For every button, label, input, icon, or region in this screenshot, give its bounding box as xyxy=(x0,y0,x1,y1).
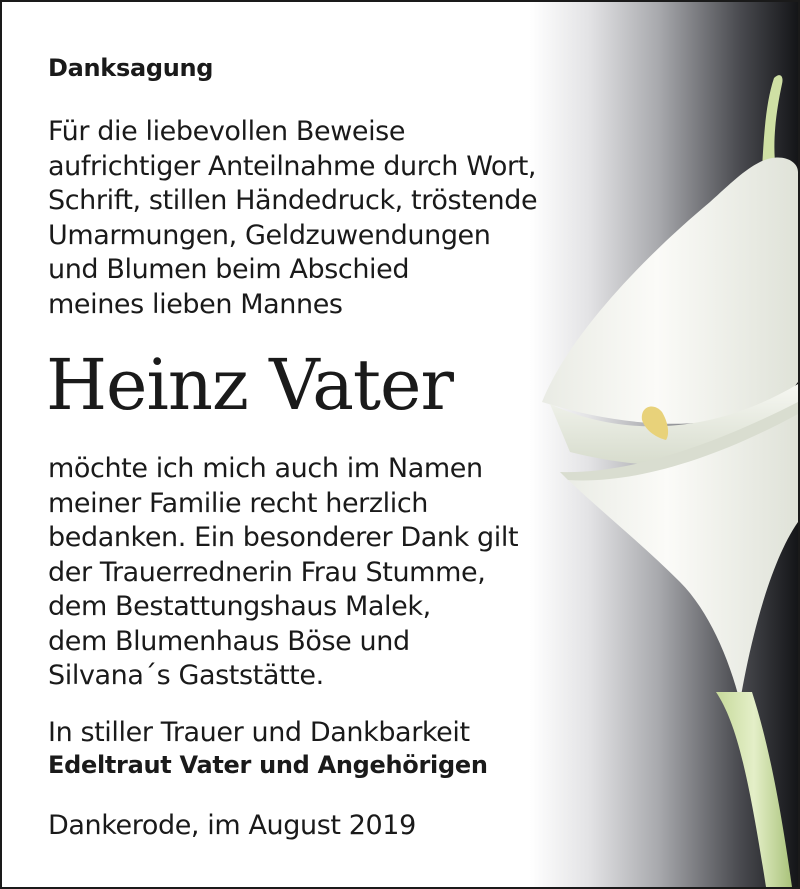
intro-line: meines lieben Mannes xyxy=(48,288,343,320)
thanks-line: möchte ich mich auch im Namen xyxy=(48,453,483,484)
signature: Edeltraut Vater und Angehörigen xyxy=(48,751,488,779)
intro-paragraph xyxy=(48,115,537,322)
thanks-line: dem Blumenhaus Böse und xyxy=(48,625,410,657)
intro-line: und Blumen beim Abschied xyxy=(48,254,410,285)
intro-line: Schrift, stillen Händedruck, tröstende xyxy=(48,185,538,216)
thanks-line: bedanken. Ein besonderer Dank gilt xyxy=(48,522,519,553)
closing-line: In stiller Trauer und Dankbarkeit xyxy=(48,717,470,748)
thanks-paragraph xyxy=(48,452,518,694)
calla-lily-icon xyxy=(530,2,798,887)
calla-lily-photo xyxy=(530,2,798,887)
notice-heading: Danksagung xyxy=(48,54,214,82)
place-date: Dankerode, im August 2019 xyxy=(48,810,416,841)
thanks-line: der Trauerrednerin Frau Stumme, xyxy=(48,556,486,588)
thanks-line: dem Bestattungshaus Malek, xyxy=(48,591,431,622)
intro-line: Für die liebevollen Beweise xyxy=(48,116,406,147)
thanks-line: meiner Familie recht herzlich xyxy=(48,487,429,519)
intro-line: Umarmungen, Geldzuwendungen xyxy=(48,219,491,251)
intro-line: aufrichtiger Anteilnahme durch Wort, xyxy=(48,150,537,182)
deceased-name: Heinz Vater xyxy=(46,344,453,426)
thanks-line: Silvana´s Gaststätte. xyxy=(48,660,324,691)
